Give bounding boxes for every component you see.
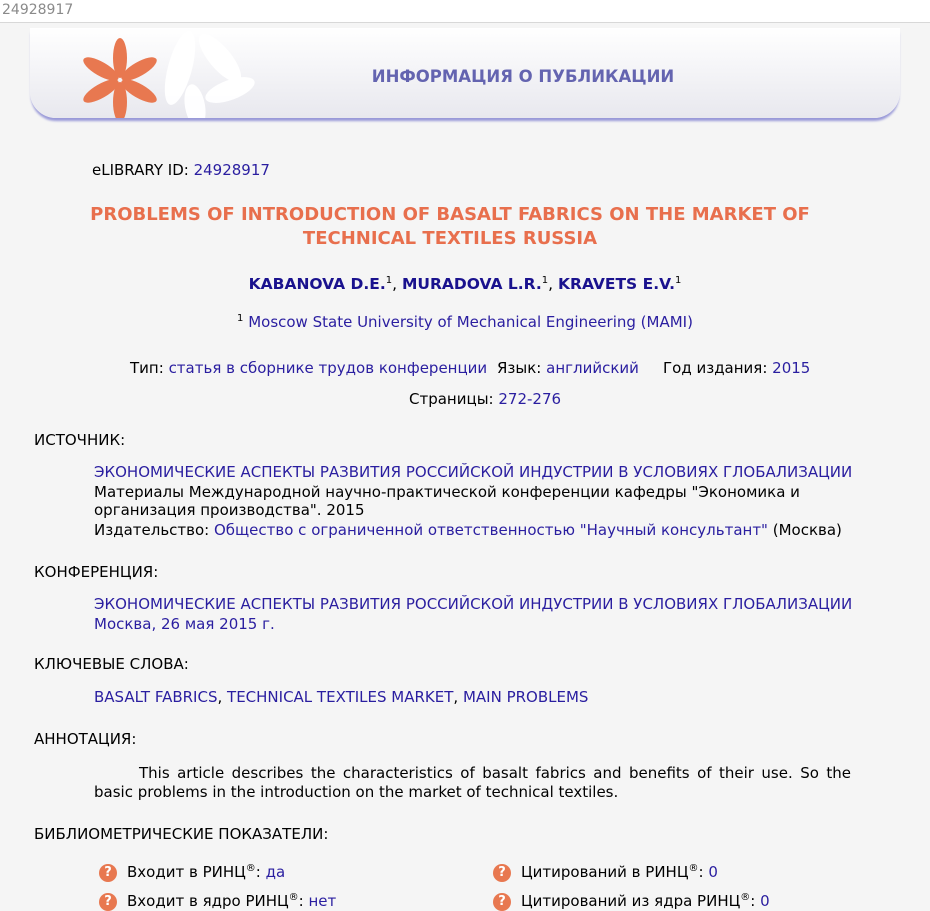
meta-language-label: Язык: bbox=[497, 359, 542, 377]
article-title-line2: TECHNICAL TEXTILES RUSSIA bbox=[302, 228, 598, 249]
biblio-heading: БИБЛИОМЕТРИЧЕСКИЕ ПОКАЗАТЕЛИ: bbox=[34, 825, 329, 843]
keyword-link[interactable]: TECHNICAL TEXTILES MARKET bbox=[227, 688, 454, 706]
author-link[interactable]: KRAVETS E.V. bbox=[558, 275, 675, 294]
meta-pages-label: Страницы: bbox=[409, 390, 494, 408]
source-publisher bbox=[94, 521, 854, 539]
source-block bbox=[94, 463, 854, 539]
meta-type-label: Тип: bbox=[130, 359, 164, 377]
metric-sep: : bbox=[750, 892, 756, 910]
annotation-text: This article describes the characteristics of basalt fabrics and benefits of their use. So the basic problems in the introduction on the market of technical textiles. bbox=[94, 764, 851, 801]
keyword-link[interactable]: BASALT FABRICS bbox=[94, 688, 218, 706]
meta-year-label: Год издания: bbox=[663, 359, 768, 377]
metric-value[interactable]: 0 bbox=[708, 863, 718, 881]
source-heading: ИСТОЧНИК: bbox=[34, 431, 126, 449]
metric-label: Цитирований в РИНЦ bbox=[521, 863, 689, 881]
browser-tab-title: 24928917 bbox=[2, 2, 74, 18]
metric-rinc bbox=[99, 863, 285, 882]
author-affil-sup: 1 bbox=[385, 275, 393, 286]
metric-rinc-citations bbox=[493, 863, 718, 882]
header-title: ИНФОРМАЦИЯ О ПУБЛИКАЦИИ bbox=[371, 67, 675, 86]
publisher-city: (Москва) bbox=[772, 521, 842, 539]
source-description: Материалы Международной научно-практической конференции кафедры "Экономика и организация производства". 2015 bbox=[94, 483, 800, 519]
elibrary-id bbox=[92, 161, 270, 179]
registered-mark: ® bbox=[288, 892, 299, 903]
conference-block bbox=[94, 595, 854, 633]
metric-sep: : bbox=[255, 863, 261, 881]
help-icon[interactable]: ? bbox=[493, 893, 511, 911]
meta-year-value[interactable]: 2015 bbox=[772, 359, 811, 377]
conference-place-date: Москва, 26 мая 2015 г. bbox=[94, 615, 275, 633]
elibrary-id-value[interactable]: 24928917 bbox=[193, 161, 270, 179]
metric-value[interactable]: да bbox=[265, 863, 286, 881]
publisher-link[interactable]: Общество с ограниченной ответственностью "Научный консультант" bbox=[214, 521, 768, 539]
annotation-heading: АННОТАЦИЯ: bbox=[34, 730, 137, 748]
meta-type-value[interactable]: статья в сборнике трудов конференции bbox=[168, 359, 488, 377]
registered-mark: ® bbox=[740, 892, 751, 903]
article-title-line1: PROBLEMS OF INTRODUCTION OF BASALT FABRICS ON THE MARKET OF bbox=[90, 204, 810, 225]
article-title bbox=[60, 203, 840, 251]
metric-label: Входит в ядро РИНЦ bbox=[127, 892, 289, 910]
page-header bbox=[30, 28, 900, 118]
help-icon[interactable]: ? bbox=[99, 864, 117, 882]
keywords-heading: КЛЮЧЕВЫЕ СЛОВА: bbox=[34, 655, 189, 673]
author-link[interactable]: KABANOVA D.E. bbox=[248, 275, 386, 294]
keyword-link[interactable]: MAIN PROBLEMS bbox=[462, 688, 589, 706]
source-title-link[interactable]: ЭКОНОМИЧЕСКИЕ АСПЕКТЫ РАЗВИТИЯ РОССИЙСКОЙ ИНДУСТРИИ В УСЛОВИЯХ ГЛОБАЛИЗАЦИИ bbox=[94, 463, 853, 481]
registered-mark: ® bbox=[688, 863, 699, 874]
meta-year bbox=[663, 359, 810, 377]
metric-sep: : bbox=[298, 892, 304, 910]
author-affil-sup: 1 bbox=[541, 275, 549, 286]
keyword-list: BASALT FABRICS, TECHNICAL TEXTILES MARKET, MAIN PROBLEMS bbox=[94, 688, 589, 706]
registered-mark: ® bbox=[245, 863, 256, 874]
meta-language-value[interactable]: английский bbox=[546, 359, 639, 377]
author-list: KABANOVA D.E.$^1$, MURADOVA L.R.$^1$, KRAVETS E.V.$^1$ bbox=[248, 275, 682, 294]
conference-title-link[interactable]: ЭКОНОМИЧЕСКИЕ АСПЕКТЫ РАЗВИТИЯ РОССИЙСКОЙ ИНДУСТРИИ В УСЛОВИЯХ ГЛОБАЛИЗАЦИИ bbox=[94, 595, 853, 613]
conference-heading: КОНФЕРЕНЦИЯ: bbox=[34, 563, 159, 581]
metric-rinc-core-citations bbox=[493, 892, 770, 911]
meta-pages-value: 272-276 bbox=[498, 390, 562, 408]
meta-language bbox=[497, 359, 639, 377]
help-icon[interactable]: ? bbox=[493, 864, 511, 882]
browser-tab-bar bbox=[0, 0, 930, 23]
meta-pages bbox=[409, 390, 561, 408]
affiliation bbox=[0, 313, 930, 331]
help-icon[interactable]: ? bbox=[99, 893, 117, 911]
affiliation-link[interactable]: Moscow State University of Mechanical Engineering (MAMI) bbox=[248, 313, 693, 331]
author-affil-sup: 1 bbox=[674, 275, 682, 286]
elibrary-id-label: eLIBRARY ID: bbox=[92, 161, 189, 179]
author-link[interactable]: MURADOVA L.R. bbox=[401, 275, 542, 294]
metric-value[interactable]: 0 bbox=[760, 892, 770, 910]
metric-value[interactable]: нет bbox=[308, 892, 337, 910]
affiliation-sup: 1 bbox=[237, 313, 244, 324]
metric-rinc-core bbox=[99, 892, 336, 911]
meta-type bbox=[130, 359, 487, 377]
publisher-label: Издательство: bbox=[94, 521, 210, 539]
metric-label: Цитирований из ядра РИНЦ bbox=[521, 892, 741, 910]
metric-label: Входит в РИНЦ bbox=[127, 863, 246, 881]
metric-sep: : bbox=[698, 863, 704, 881]
